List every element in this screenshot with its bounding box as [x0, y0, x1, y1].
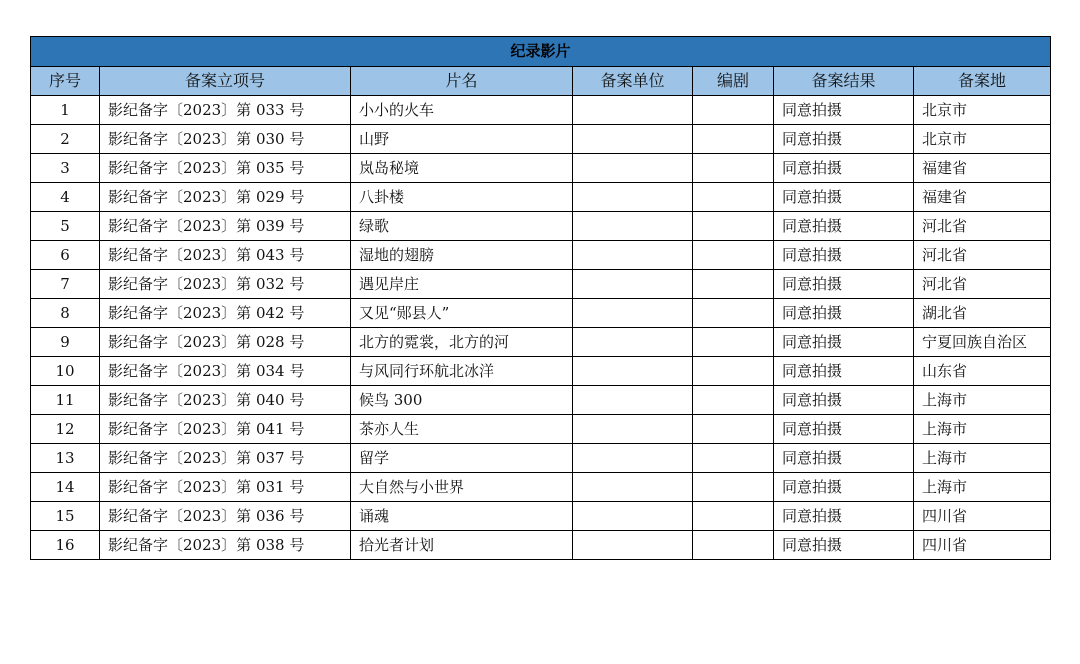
cell-film: 山野: [351, 125, 573, 154]
table-row: [31, 357, 1051, 386]
cell-writer: [693, 241, 774, 270]
cell-unit: [573, 444, 693, 473]
cell-place: 上海市: [914, 444, 1051, 473]
cell-result: 同意拍摄: [774, 357, 914, 386]
cell-record: 影纪备字〔2023〕第 042 号: [100, 299, 351, 328]
cell-film: 绿歌: [351, 212, 573, 241]
cell-place: 四川省: [914, 502, 1051, 531]
cell-no: 2: [31, 125, 100, 154]
cell-writer: [693, 444, 774, 473]
cell-film: 诵魂: [351, 502, 573, 531]
cell-place: 北京市: [914, 96, 1051, 125]
cell-record: 影纪备字〔2023〕第 038 号: [100, 531, 351, 560]
cell-no: 7: [31, 270, 100, 299]
documentary-table: [30, 36, 1051, 560]
table-row: [31, 212, 1051, 241]
cell-writer: [693, 473, 774, 502]
cell-no: 15: [31, 502, 100, 531]
table-row: [31, 125, 1051, 154]
table-row: [31, 154, 1051, 183]
cell-place: 福建省: [914, 154, 1051, 183]
cell-film: 候鸟 300: [351, 386, 573, 415]
header-cell-result: 备案结果: [774, 67, 914, 96]
header-cell-writer: 编剧: [693, 67, 774, 96]
cell-result: 同意拍摄: [774, 328, 914, 357]
table-row: [31, 531, 1051, 560]
cell-film: 茶亦人生: [351, 415, 573, 444]
cell-place: 上海市: [914, 415, 1051, 444]
cell-writer: [693, 386, 774, 415]
cell-record: 影纪备字〔2023〕第 030 号: [100, 125, 351, 154]
cell-no: 5: [31, 212, 100, 241]
cell-no: 6: [31, 241, 100, 270]
cell-writer: [693, 183, 774, 212]
cell-record: 影纪备字〔2023〕第 032 号: [100, 270, 351, 299]
cell-place: 福建省: [914, 183, 1051, 212]
cell-record: 影纪备字〔2023〕第 037 号: [100, 444, 351, 473]
cell-record: 影纪备字〔2023〕第 041 号: [100, 415, 351, 444]
cell-record: 影纪备字〔2023〕第 031 号: [100, 473, 351, 502]
cell-unit: [573, 415, 693, 444]
cell-record: 影纪备字〔2023〕第 039 号: [100, 212, 351, 241]
table-row: [31, 241, 1051, 270]
cell-record: 影纪备字〔2023〕第 028 号: [100, 328, 351, 357]
header-cell-film: 片名: [351, 67, 573, 96]
header-cell-place: 备案地: [914, 67, 1051, 96]
cell-unit: [573, 241, 693, 270]
cell-film: 八卦楼: [351, 183, 573, 212]
cell-record: 影纪备字〔2023〕第 043 号: [100, 241, 351, 270]
cell-unit: [573, 531, 693, 560]
cell-film: 拾光者计划: [351, 531, 573, 560]
cell-result: 同意拍摄: [774, 299, 914, 328]
cell-record: 影纪备字〔2023〕第 040 号: [100, 386, 351, 415]
cell-no: 4: [31, 183, 100, 212]
table-row: [31, 270, 1051, 299]
cell-record: 影纪备字〔2023〕第 034 号: [100, 357, 351, 386]
cell-film: 留学: [351, 444, 573, 473]
cell-record: 影纪备字〔2023〕第 029 号: [100, 183, 351, 212]
cell-result: 同意拍摄: [774, 444, 914, 473]
header-cell-unit: 备案单位: [573, 67, 693, 96]
cell-record: 影纪备字〔2023〕第 036 号: [100, 502, 351, 531]
cell-no: 8: [31, 299, 100, 328]
cell-unit: [573, 502, 693, 531]
document-sheet: [30, 36, 1051, 560]
cell-writer: [693, 125, 774, 154]
cell-unit: [573, 154, 693, 183]
table-row: [31, 415, 1051, 444]
cell-unit: [573, 212, 693, 241]
table-row: [31, 328, 1051, 357]
cell-unit: [573, 386, 693, 415]
header-cell-record: 备案立项号: [100, 67, 351, 96]
cell-film: 小小的火车: [351, 96, 573, 125]
cell-result: 同意拍摄: [774, 125, 914, 154]
cell-result: 同意拍摄: [774, 154, 914, 183]
cell-writer: [693, 96, 774, 125]
cell-result: 同意拍摄: [774, 96, 914, 125]
cell-writer: [693, 212, 774, 241]
cell-writer: [693, 154, 774, 183]
cell-place: 山东省: [914, 357, 1051, 386]
cell-place: 北京市: [914, 125, 1051, 154]
cell-unit: [573, 183, 693, 212]
cell-unit: [573, 299, 693, 328]
cell-unit: [573, 270, 693, 299]
cell-result: 同意拍摄: [774, 386, 914, 415]
cell-place: 河北省: [914, 241, 1051, 270]
cell-place: 湖北省: [914, 299, 1051, 328]
cell-result: 同意拍摄: [774, 270, 914, 299]
cell-result: 同意拍摄: [774, 183, 914, 212]
cell-no: 14: [31, 473, 100, 502]
cell-no: 12: [31, 415, 100, 444]
cell-place: 上海市: [914, 473, 1051, 502]
cell-result: 同意拍摄: [774, 212, 914, 241]
cell-film: 岚岛秘境: [351, 154, 573, 183]
cell-place: 河北省: [914, 212, 1051, 241]
cell-place: 上海市: [914, 386, 1051, 415]
table-body: [31, 96, 1051, 560]
cell-unit: [573, 96, 693, 125]
cell-no: 10: [31, 357, 100, 386]
cell-unit: [573, 473, 693, 502]
cell-writer: [693, 270, 774, 299]
table-row: [31, 299, 1051, 328]
table-row: [31, 96, 1051, 125]
header-cell-no: 序号: [31, 67, 100, 96]
cell-no: 11: [31, 386, 100, 415]
cell-writer: [693, 328, 774, 357]
table-row: [31, 183, 1051, 212]
cell-unit: [573, 125, 693, 154]
cell-result: 同意拍摄: [774, 415, 914, 444]
table-row: [31, 386, 1051, 415]
cell-film: 与风同行环航北冰洋: [351, 357, 573, 386]
cell-place: 宁夏回族自治区: [914, 328, 1051, 357]
table-title: 纪录影片: [31, 37, 1051, 67]
cell-writer: [693, 299, 774, 328]
cell-unit: [573, 328, 693, 357]
cell-place: 河北省: [914, 270, 1051, 299]
cell-unit: [573, 357, 693, 386]
cell-writer: [693, 357, 774, 386]
cell-film: 遇见岸庄: [351, 270, 573, 299]
table-row: [31, 444, 1051, 473]
cell-place: 四川省: [914, 531, 1051, 560]
cell-writer: [693, 531, 774, 560]
cell-result: 同意拍摄: [774, 531, 914, 560]
cell-result: 同意拍摄: [774, 502, 914, 531]
cell-film: 湿地的翅膀: [351, 241, 573, 270]
cell-no: 9: [31, 328, 100, 357]
cell-result: 同意拍摄: [774, 241, 914, 270]
cell-film: 大自然与小世界: [351, 473, 573, 502]
table-header-row: [31, 67, 1051, 96]
table-title-row: [31, 37, 1051, 67]
cell-record: 影纪备字〔2023〕第 035 号: [100, 154, 351, 183]
cell-result: 同意拍摄: [774, 473, 914, 502]
cell-film: 北方的霓裳，北方的河: [351, 328, 573, 357]
cell-writer: [693, 502, 774, 531]
table-row: [31, 473, 1051, 502]
cell-writer: [693, 415, 774, 444]
cell-film: 又见“郧县人”: [351, 299, 573, 328]
table-row: [31, 502, 1051, 531]
cell-record: 影纪备字〔2023〕第 033 号: [100, 96, 351, 125]
cell-no: 1: [31, 96, 100, 125]
cell-no: 16: [31, 531, 100, 560]
cell-no: 13: [31, 444, 100, 473]
cell-no: 3: [31, 154, 100, 183]
